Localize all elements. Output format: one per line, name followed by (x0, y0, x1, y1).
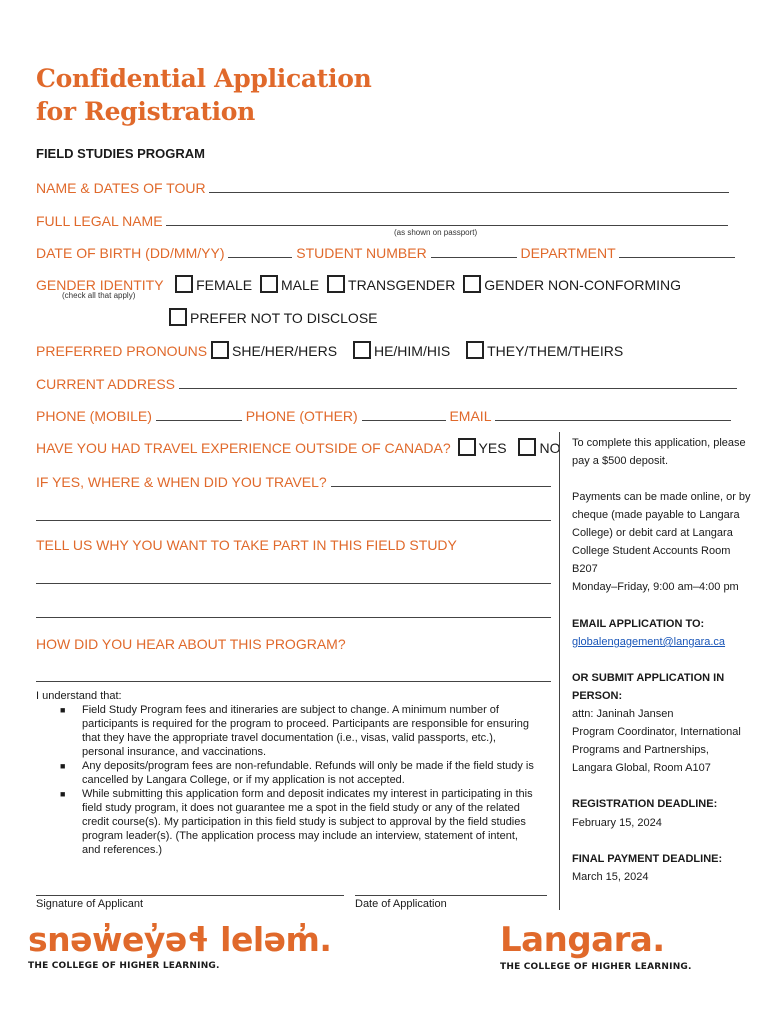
gender-prefer-label: PREFER NOT TO DISCLOSE (190, 310, 378, 326)
agreement-list (36, 703, 536, 857)
email-heading: EMAIL APPLICATION TO: (572, 618, 705, 630)
phone-other-label: PHONE (OTHER) (245, 408, 358, 424)
musqueam-logo (28, 920, 331, 971)
payments-text: Payments can be made online, or by cheque (made payable to Langara College) or debit card at Langara College Student Accounts Room B207 (572, 491, 751, 575)
gender-male-checkbox[interactable] (260, 275, 278, 293)
gender-female-label: FEMALE (196, 277, 253, 293)
why-label: TELL US WHY YOU WANT TO TAKE PART IN THIS FIELD STUDY (36, 537, 457, 553)
agreement-item-text: While submitting this application form and deposit indicates my interest in participating in this field study program, it does not guarantee me a spot in the field study or any of the related credit course(s). My participation in this field study is subject to approval by the field studies program leader(s). (The application process may include an interview, statement of intent, and references.) (82, 788, 533, 856)
travel-where-line-2[interactable] (36, 520, 551, 521)
tour-label: NAME & DATES OF TOUR (36, 180, 206, 196)
pronoun-he-label: HE/HIM/HIS (373, 343, 451, 359)
attn-text: attn: Janinah Jansen (572, 708, 674, 720)
agreement-block (36, 689, 536, 857)
email-input[interactable] (495, 406, 731, 421)
gender-transgender-checkbox[interactable] (327, 275, 345, 293)
section-heading: FIELD STUDIES PROGRAM (36, 146, 206, 161)
hear-line[interactable] (36, 681, 551, 682)
agreement-item: ■ Field Study Program fees and itineraries are subject to change. A minimum number of participants is required for the program to proceed. Participants are responsible for ensuring that they have the appropriate travel documentation (i.e., visas, valid passports, etc.), personal insurance, and vaccinations. (60, 704, 529, 758)
deposit-text: To complete this application, please pay a $500 deposit. (572, 437, 746, 467)
phone-mobile-input[interactable] (156, 406, 242, 421)
final-payment-date: March 15, 2024 (572, 871, 649, 883)
student-number-input[interactable] (431, 243, 517, 258)
pronoun-they-checkbox[interactable] (466, 341, 484, 359)
travel-where-label: IF YES, WHERE & WHEN DID YOU TRAVEL? (36, 474, 327, 490)
phone-mobile-label: PHONE (MOBILE) (36, 408, 152, 424)
sidebar-divider (559, 432, 560, 910)
gender-female-checkbox[interactable] (175, 275, 193, 293)
travel-where-row (36, 472, 551, 492)
registration-deadline-date: February 15, 2024 (572, 817, 662, 829)
legal-name-input[interactable] (166, 211, 728, 226)
role-text: Program Coordinator, International Programs and Partnerships, (572, 726, 741, 756)
email-label: EMAIL (449, 408, 491, 424)
tour-row (36, 178, 729, 198)
email-link-wrap (572, 633, 757, 651)
hear-label: HOW DID YOU HEAR ABOUT THIS PROGRAM? (36, 636, 346, 652)
agreement-intro: I understand that: (36, 690, 122, 702)
address-input[interactable] (179, 374, 737, 389)
document-title (36, 62, 371, 128)
signature-line[interactable] (36, 895, 344, 896)
gender-male-label: MALE (281, 277, 320, 293)
pronoun-they-label: THEY/THEM/THEIRS (487, 343, 624, 359)
gender-label: GENDER IDENTITY (36, 277, 164, 293)
date-line[interactable] (355, 895, 547, 896)
travel-row (36, 438, 564, 458)
registration-deadline-heading: REGISTRATION DEADLINE: (572, 798, 718, 810)
hours-text: Monday–Friday, 9:00 am–4:00 pm (572, 581, 739, 593)
why-row (36, 537, 457, 557)
address-label: CURRENT ADDRESS (36, 376, 175, 392)
musqueam-tagline: THE COLLEGE OF HIGHER LEARNING. (28, 961, 220, 971)
title-line-1: Confidential Application (36, 64, 372, 93)
gender-prefer-checkbox[interactable] (169, 308, 187, 326)
legal-name-row (36, 211, 728, 231)
langara-logo-text: Langara. (500, 920, 665, 960)
agreement-item-text: Field Study Program fees and itineraries are subject to change. A minimum number of participants is required for the program to proceed. Participants are responsible for ensuring that they have the appropriate travel documentation (i.e., visas, valid passports, etc.), personal insurance, and vaccinations. (82, 704, 529, 758)
pronoun-she-checkbox[interactable] (211, 341, 229, 359)
signature-label: Signature of Applicant (36, 898, 144, 910)
department-label: DEPARTMENT (520, 245, 616, 261)
phone-row (36, 406, 731, 426)
pronouns-label: PREFERRED PRONOUNS (36, 343, 208, 359)
gender-nonconforming-checkbox[interactable] (463, 275, 481, 293)
student-number-label: STUDENT NUMBER (296, 245, 427, 261)
phone-other-input[interactable] (362, 406, 446, 421)
title-line-2: for Registration (36, 97, 256, 126)
agreement-item: ■ Any deposits/program fees are non-refundable. Refunds will only be made if the field study is cancelled by Langara College, or if my application is not accepted. (60, 760, 534, 786)
langara-logo (500, 920, 692, 972)
department-input[interactable] (619, 243, 735, 258)
gender-prefer-row (169, 308, 382, 328)
location-text: Langara Global, Room A107 (572, 762, 711, 774)
tour-input[interactable] (209, 178, 729, 193)
gender-transgender-label: TRANSGENDER (348, 277, 456, 293)
agreement-item: ■ While submitting this application form and deposit indicates my interest in participating in this field study program, it does not guarantee me a spot in the field study or any of the related credit course(s). My participation in this field study is subject to approval by the field studies program leader(s). (The application process may include an interview, statement of intent, and references.) (60, 788, 533, 856)
legal-name-label: FULL LEGAL NAME (36, 213, 163, 229)
date-label: Date of Application (355, 898, 447, 910)
travel-no-checkbox[interactable] (518, 438, 536, 456)
why-line-1[interactable] (36, 583, 551, 584)
travel-where-input[interactable] (331, 472, 551, 487)
travel-yes-label: YES (478, 440, 507, 456)
email-link[interactable]: globalengagement@langara.ca (572, 636, 726, 648)
dob-label: DATE OF BIRTH (DD/MM/YY) (36, 245, 225, 261)
travel-no-label: NO (539, 440, 561, 456)
person-heading: OR SUBMIT APPLICATION IN PERSON: (572, 672, 725, 702)
pronoun-she-label: SHE/HER/HERS (232, 343, 338, 359)
agreement-item-text: Any deposits/program fees are non-refundable. Refunds will only be made if the field study is cancelled by Langara College, or if my application is not accepted. (82, 760, 534, 786)
hear-row (36, 636, 346, 656)
pronouns-row (36, 341, 627, 361)
gender-note: (check all that apply) (62, 291, 136, 300)
address-row (36, 374, 737, 394)
dob-row (36, 243, 735, 263)
gender-nonconforming-label: GENDER NON-CONFORMING (484, 277, 682, 293)
passport-note: (as shown on passport) (394, 228, 478, 237)
dob-input[interactable] (228, 243, 292, 258)
travel-yes-checkbox[interactable] (458, 438, 476, 456)
musqueam-logo-text: snəw̓ey̓əɬ leləm̓. (28, 920, 332, 959)
pronoun-he-checkbox[interactable] (353, 341, 371, 359)
why-line-2[interactable] (36, 617, 551, 618)
travel-question-label: HAVE YOU HAD TRAVEL EXPERIENCE OUTSIDE OF CANADA? (36, 440, 451, 456)
langara-tagline: THE COLLEGE OF HIGHER LEARNING. (500, 962, 692, 972)
final-payment-heading: FINAL PAYMENT DEADLINE: (572, 853, 723, 865)
